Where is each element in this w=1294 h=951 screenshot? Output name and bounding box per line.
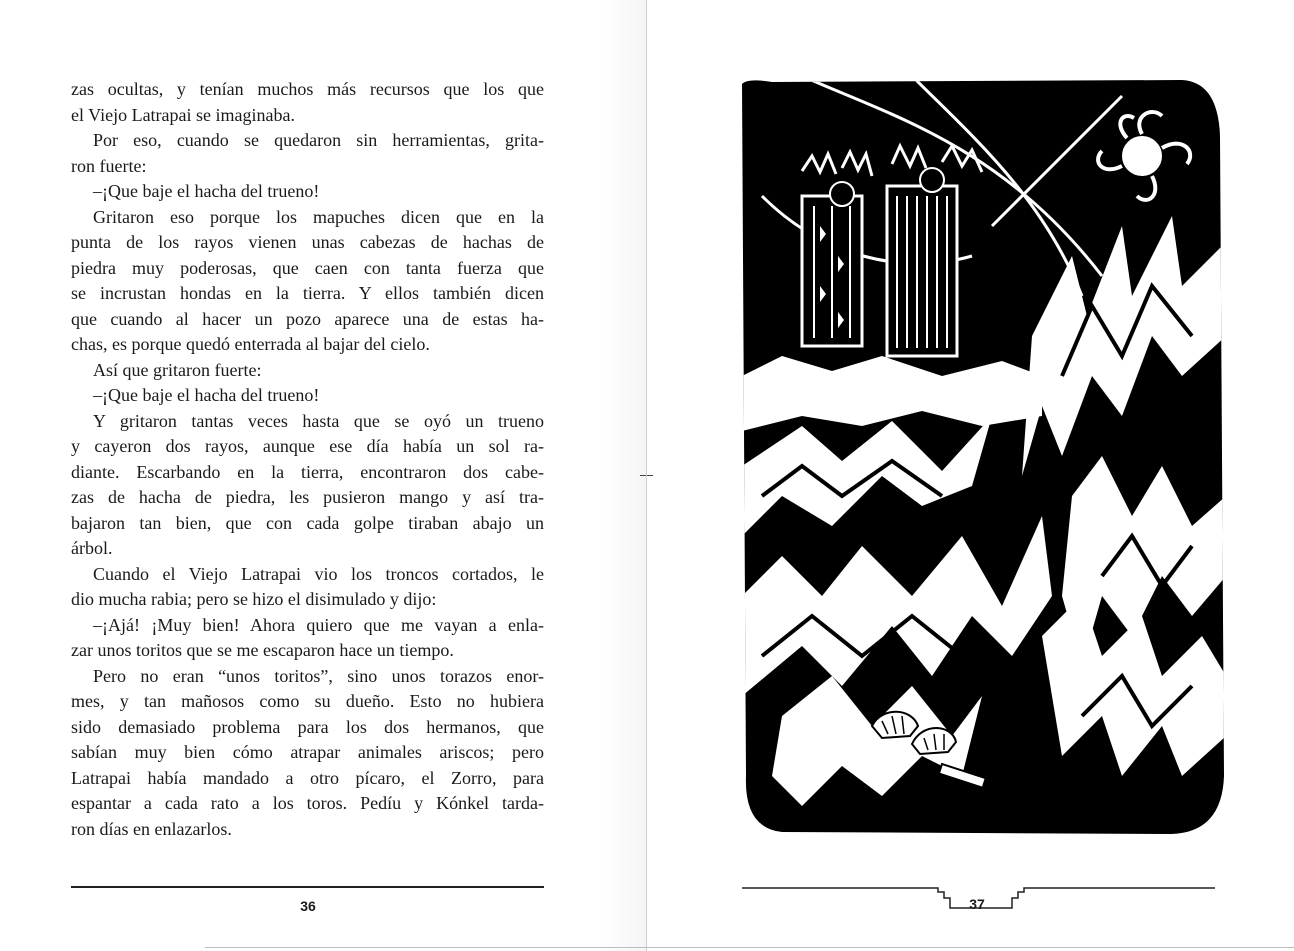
text-line: ron días en enlazarlos. xyxy=(71,818,232,839)
text-line: zas de hacha de piedra, les pusieron mango y así tra- xyxy=(71,487,544,507)
text-line: se incrustan hondas en la tierra. Y ellos también dicen xyxy=(71,283,544,303)
text-line: y cayeron dos rayos, aunque ese día había un sol ra- xyxy=(71,436,544,456)
text-line: piedra muy poderosas, que caen con tanta fuerza que xyxy=(71,257,544,278)
text-line: punta de los rayos vienen unas cabezas de hachas de xyxy=(71,232,544,252)
text-line: Y gritaron tantas veces hasta que se oyó un trueno xyxy=(93,410,544,431)
text-line: Gritaron eso porque los mapuches dicen que en la xyxy=(93,206,544,227)
text-line: Pero no eran “unos toritos”, sino unos torazos enor- xyxy=(93,665,544,686)
text-line: mes, y tan mañosos como su dueño. Esto no hubiera xyxy=(71,691,544,711)
body-text xyxy=(71,77,544,842)
text-line: dio mucha rabia; pero se hizo el disimulado y dijo: xyxy=(71,589,437,609)
text-line: Así que gritaron fuerte: xyxy=(93,359,262,380)
woodcut-illustration-icon xyxy=(742,76,1226,836)
page-number-right: 37 xyxy=(969,896,985,912)
text-line: sido demasiado problema para los dos hermanos, que xyxy=(71,716,544,737)
text-line: Cuando el Viejo Latrapai vio los troncos cortados, le xyxy=(93,563,544,584)
page-bottom-edge xyxy=(205,947,1294,948)
text-line: espantar a cada rato a los toros. Pedíu y Kónkel tarda- xyxy=(71,793,544,813)
text-line: zas ocultas, y tenían muchos más recursos que los que xyxy=(71,79,544,99)
text-line: zar unos toritos que se me escaparon hace un tiempo. xyxy=(71,640,454,660)
text-line: –¡Ajá! ¡Muy bien! Ahora quiero que me vayan a enla- xyxy=(93,614,544,635)
text-line: ron fuerte: xyxy=(71,155,147,176)
crop-mark-right xyxy=(647,475,653,476)
text-line: Latrapai había mandado a otro pícaro, el Zorro, para xyxy=(71,767,544,788)
text-line: diante. Escarbando en la tierra, encontraron dos cabe- xyxy=(71,461,544,482)
footer-rule-left xyxy=(71,886,544,888)
text-line: árbol. xyxy=(71,538,113,558)
text-line: –¡Que baje el hacha del trueno! xyxy=(93,385,320,405)
text-line: Por eso, cuando se quedaron sin herramientas, grita- xyxy=(93,130,544,150)
crop-mark-left xyxy=(640,475,646,476)
text-line: chas, es porque quedó enterrada al bajar del cielo. xyxy=(71,334,430,354)
text-line: sabían muy bien cómo atrapar animales ariscos; pero xyxy=(71,742,544,762)
page-number-left: 36 xyxy=(300,898,316,914)
text-line: bajaron tan bien, que con cada golpe tiraban abajo un xyxy=(71,512,544,533)
text-line: el Viejo Latrapai se imaginaba. xyxy=(71,104,295,125)
text-line: –¡Que baje el hacha del trueno! xyxy=(93,181,320,201)
text-line: que cuando al hacer un pozo aparece una de estas ha- xyxy=(71,308,544,329)
